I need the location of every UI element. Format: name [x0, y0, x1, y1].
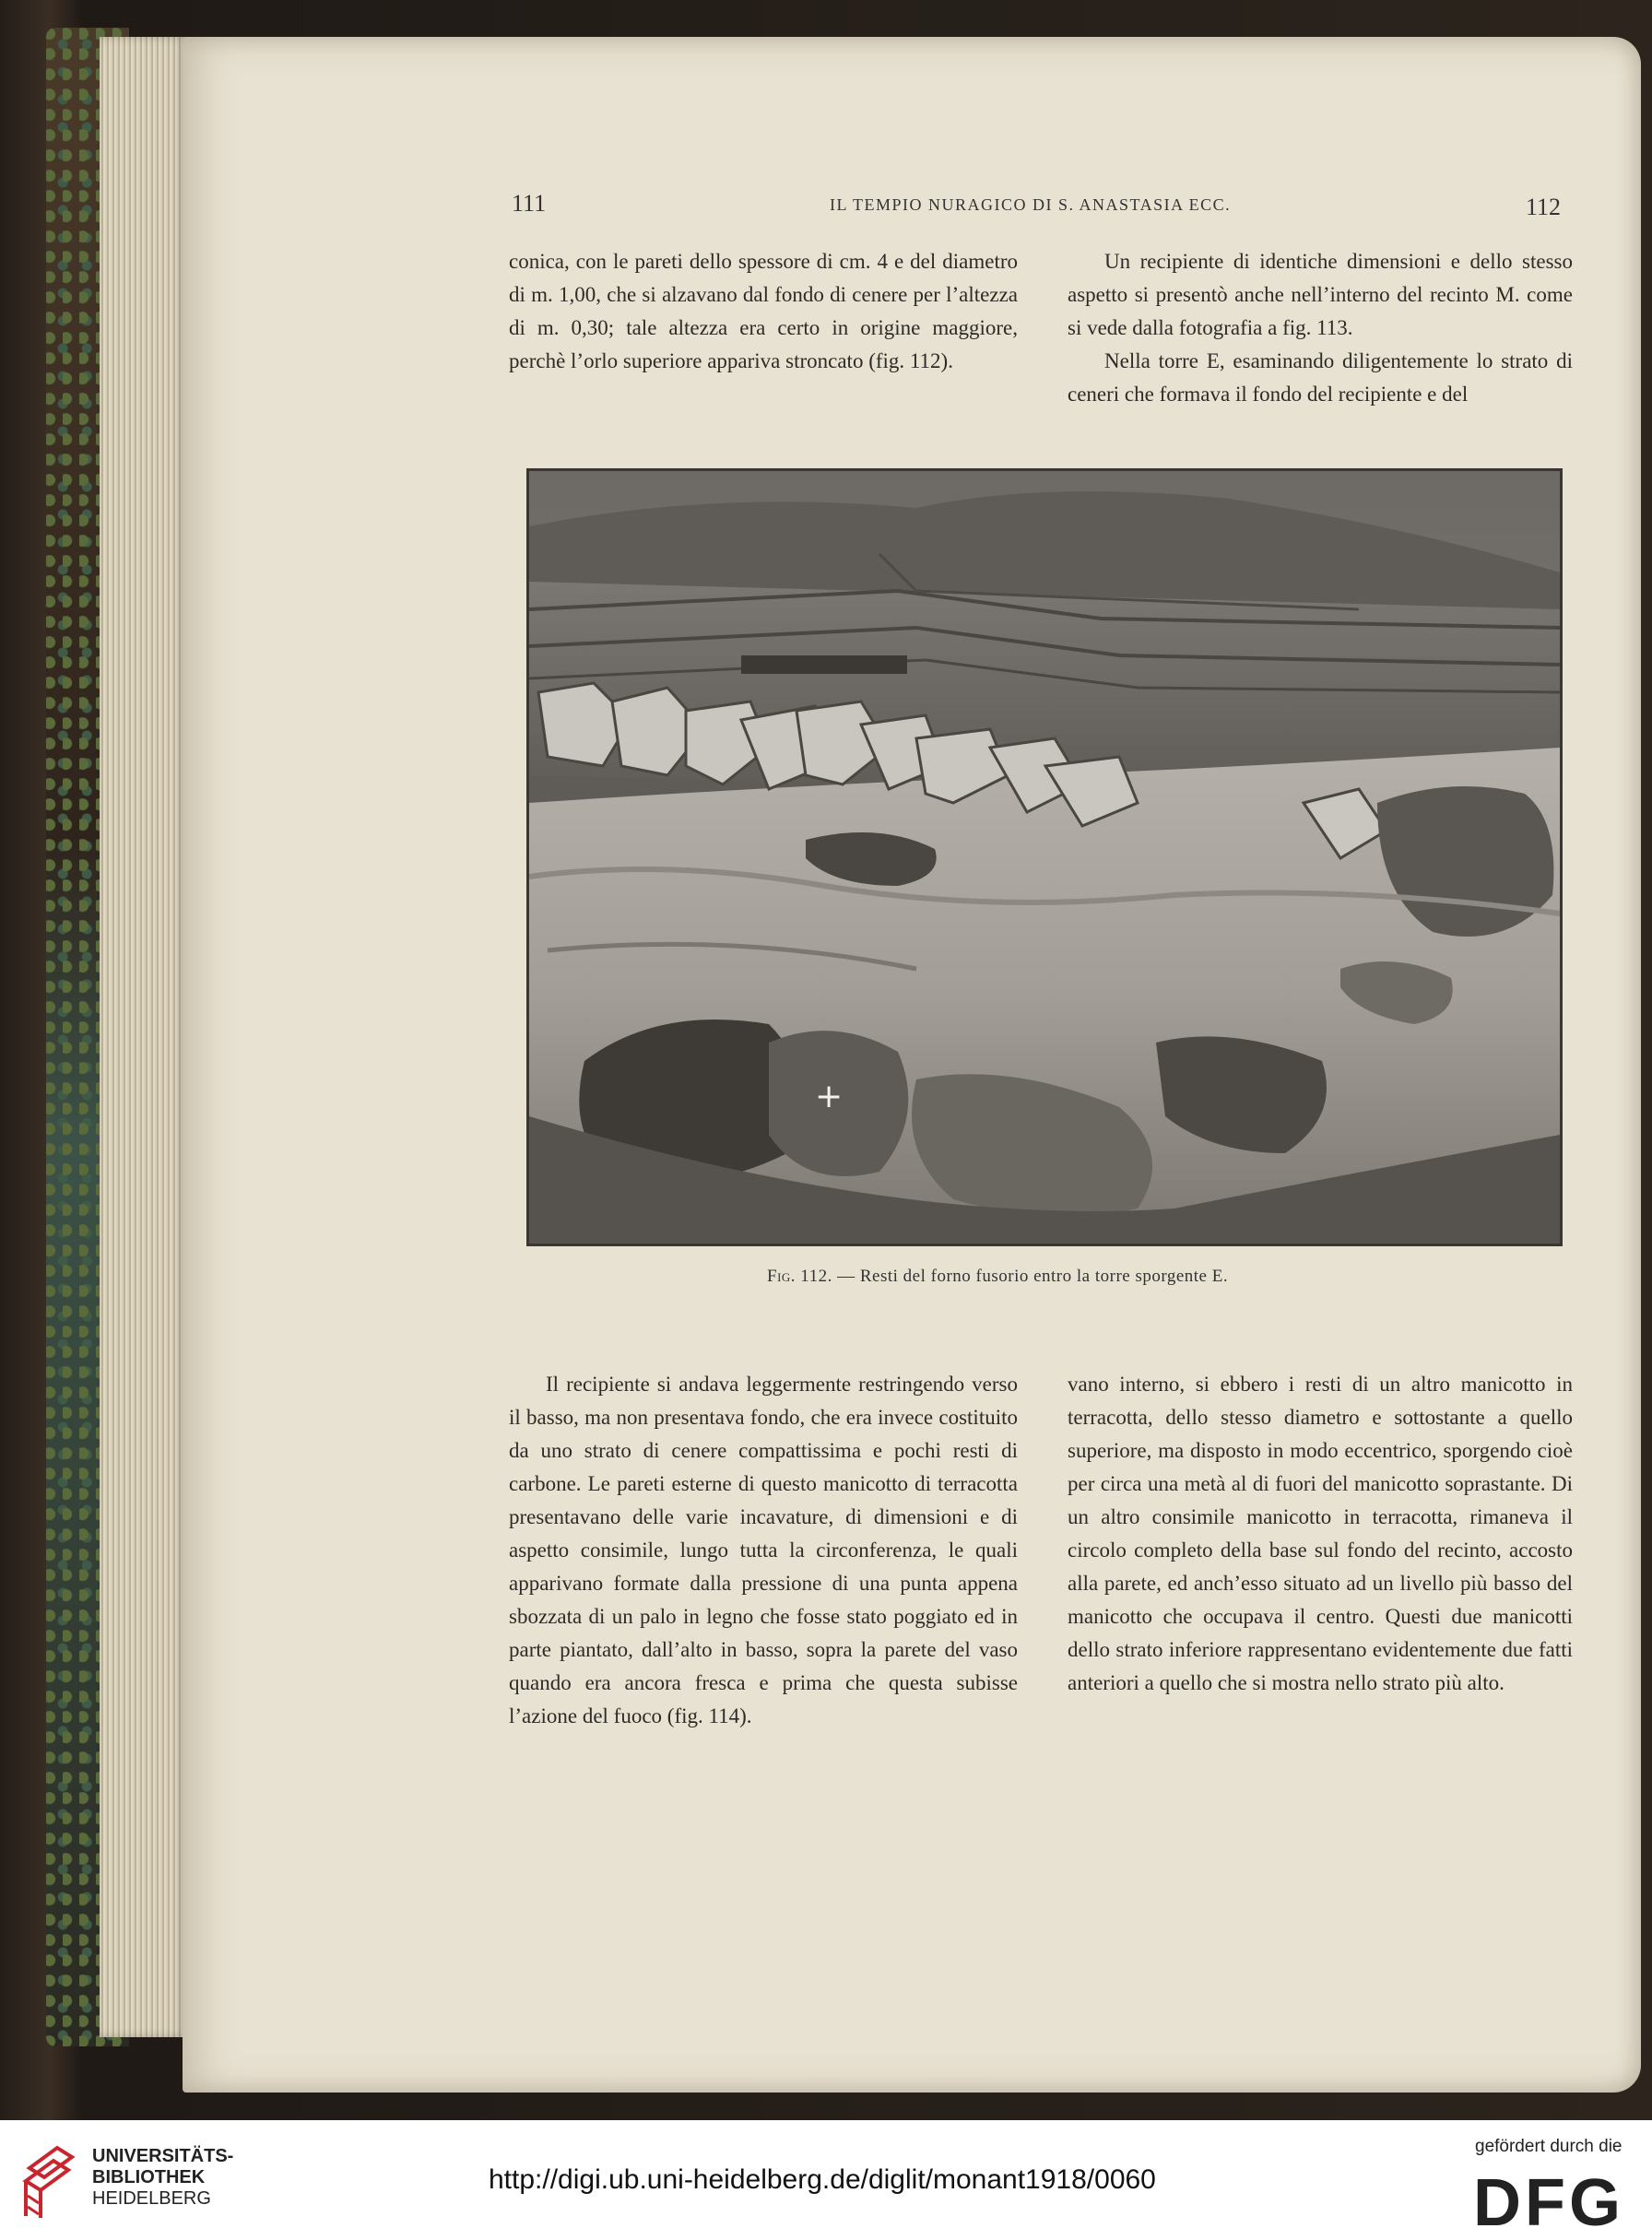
photo-marker-cross: + — [815, 1078, 844, 1115]
page-number-right: 112 — [1526, 194, 1562, 220]
university-library-logo-icon[interactable] — [20, 2140, 76, 2220]
page-edges — [100, 37, 187, 2037]
text-column-bottom-right — [1068, 1368, 1573, 1700]
running-title: IL TEMPIO NURAGICO DI S. ANASTASIA ECC. — [830, 195, 1232, 214]
paragraph: Nella torre E, esaminando diligentemente lo strato di ceneri che formava il fondo del recipiente e del — [1068, 349, 1573, 406]
figure-photograph — [526, 468, 1563, 1246]
page-number-left: 111 — [512, 190, 547, 217]
library-name-line: BIBLIOTHEK — [92, 2167, 206, 2187]
university-library-name — [92, 2146, 233, 2210]
paragraph: Un recipiente di identiche dimensioni e dello stesso aspetto si presentò anche nell’interno del recinto M. come si vede dalla fotografia a fig. 113. — [1068, 250, 1573, 339]
paragraph: Il recipiente si andava leggermente restringendo verso il basso, ma non presentava fondo, che era invece costituito da uno strato di cenere compattissima e pochi resti di carbone. Le pareti esterne di questo manicotto di terracotta presentavano delle varie incavature, di dimensioni e di aspetto consimile, lungo tutta la circonferenza, le quali apparivano formate dalla pressione di una punta appena sbozzata di un palo in legno che fosse stato poggiato ed in parte piantato, dall’alto in basso, sopra la parete del vaso quando era ancora fresca e prima che questa subisse l’azione del fuoco (fig. 114). — [509, 1373, 1018, 1727]
document-url-link[interactable]: http://digi.ub.uni-heidelberg.de/diglit/monant1918/0060 — [489, 2164, 1156, 2195]
landscape-photo — [529, 471, 1560, 1244]
viewer-footer — [0, 2120, 1652, 2240]
text-column-top-right — [1068, 245, 1573, 411]
paragraph: vano interno, si ebbero i resti di un altro manicotto in terracotta, dello stesso diametro e sottostante a quello superiore, ma disposto in modo eccentrico, sporgendo cioè per circa una metà al di fuori del manicotto soprastante. Di un altro consimile manicotto in terracotta, rimaneva il circolo completo della base sul fondo del recinto, accosto alla parete, ed anch’esso situato ad un livello più basso del manicotto che occupava il centro. Questi due manicotti dello strato inferiore rappresentano evidentemente due fatti anteriori a quello che si mostra nello strato più alto. — [1068, 1373, 1573, 1694]
text-column-bottom-left — [509, 1368, 1018, 1733]
dfg-logo-text: DFG — [1473, 2168, 1624, 2233]
library-name-line: UNIVERSITÄTS- — [92, 2146, 234, 2166]
figure-caption — [767, 1267, 1228, 1287]
figure-caption-text: — Resti del forno fusorio entro la torre sporgente E. — [837, 1267, 1229, 1286]
text-column-top-left — [509, 245, 1018, 378]
dfg-logo-icon[interactable] — [1473, 2168, 1630, 2233]
library-name-line: HEIDELBERG — [92, 2188, 211, 2209]
paragraph: conica, con le pareti dello spessore di cm. 4 e del diametro di m. 1,00, che si alzavano dal fondo di cenere per l’altezza di m. 0,30; tale altezza era certo in origine maggiore, perchè l’orlo superiore appariva stroncato (fig. 112). — [509, 250, 1018, 372]
figure-label: Fig. 112. — [767, 1267, 832, 1286]
sponsor-text: gefördert durch die — [1475, 2137, 1622, 2156]
